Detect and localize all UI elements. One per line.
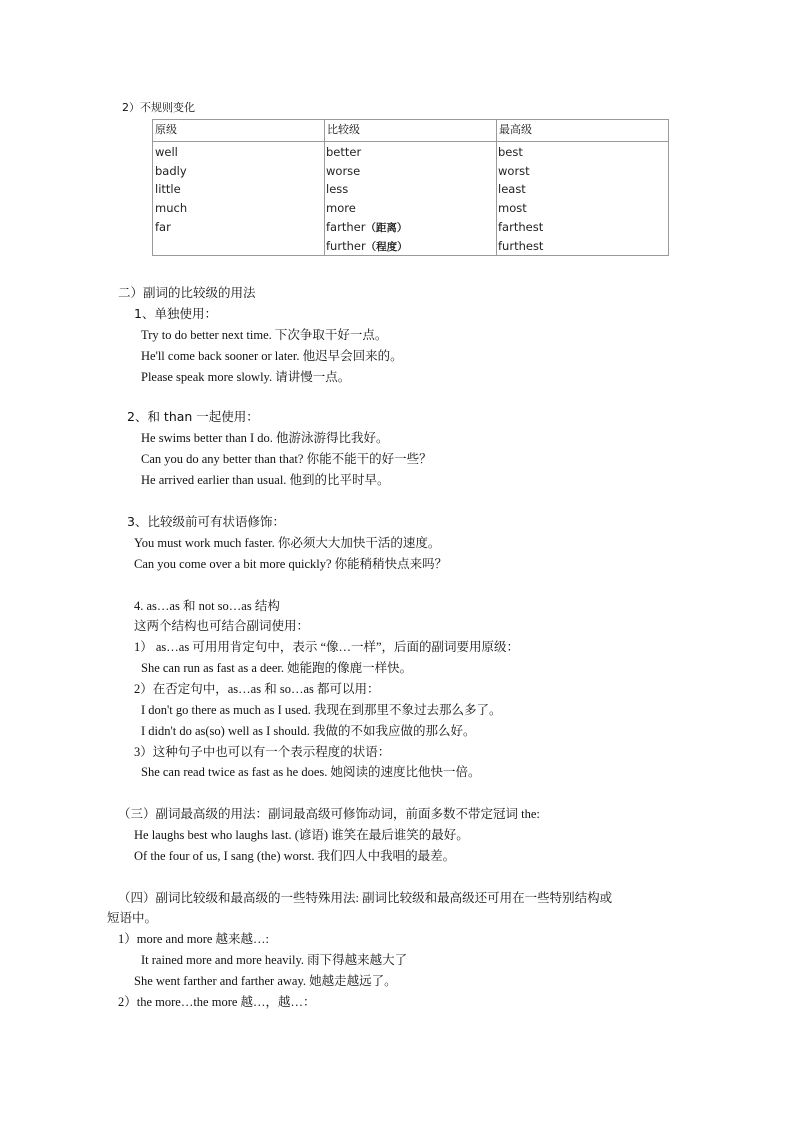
header-positive: 原级	[155, 123, 177, 136]
superlative-cell: least	[498, 182, 526, 197]
example-sentence: She can read twice as fast as he does. 她阅读的速度比他快一倍。	[141, 765, 481, 779]
comparative-cell: less	[326, 182, 349, 197]
example-sentence: He laughs best who laughs last. (谚语) 谁笑在最后谁笑的最好。	[134, 828, 469, 842]
example-sentence: Of the four of us, I sang (the) worst. 我们四人中我唱的最差。	[134, 849, 456, 863]
section-heading: （三）副词最高级的用法：副词最高级可修饰动词，前面多数不带定冠词 the:	[118, 807, 540, 821]
header-superlative: 最高级	[499, 123, 532, 136]
list-item: 1）more and more 越来越…:	[118, 932, 270, 946]
example-sentence: Try to do better next time. 下次争取干好一点。	[141, 328, 388, 342]
superlative-cell: worst	[498, 163, 530, 178]
list-item: 2）在否定句中，as…as 和 so…as 都可以用：	[134, 682, 380, 696]
example-sentence: I didn't do as(so) well as I should. 我做的不如我应做的那么好。	[141, 724, 476, 738]
example-sentence: She can run as fast as a deer. 她能跑的像鹿一样快。	[141, 661, 413, 675]
positive-cell: little	[155, 182, 181, 197]
example-sentence: He swims better than I do. 他游泳游得比我好。	[141, 431, 389, 445]
subsection-heading: 4. as…as 和 not so…as 结构	[134, 599, 280, 613]
superlative-cell: most	[498, 201, 527, 216]
positive-cell: badly	[155, 163, 187, 178]
example-sentence: Can you do any better than that? 你能不能干的好一些？	[141, 452, 432, 466]
subsection-heading: 3、比较级前可有状语修饰：	[127, 514, 285, 529]
comparative-cell: better	[326, 145, 362, 159]
comparative-word: further	[326, 238, 366, 253]
table-header-rule	[153, 141, 668, 142]
comparative-note: （距离）	[365, 221, 408, 234]
superlative-cell: best	[498, 145, 523, 159]
positive-cell: far	[155, 219, 171, 234]
table-column-divider	[324, 120, 325, 255]
irregular-forms-table	[152, 119, 669, 256]
positive-cell: well	[155, 145, 178, 159]
table-column-divider	[496, 120, 497, 255]
paragraph-text: 短语中。	[107, 910, 158, 925]
comparative-word: farther	[326, 219, 366, 234]
list-item: 1） as…as 可用用肯定句中，表示 “像…一样”，后面的副词要用原级：	[134, 640, 520, 654]
example-sentence: I don't go there as much as I used. 我现在到那里不象过去那么多了。	[141, 703, 502, 717]
comparative-cell: more	[326, 201, 356, 216]
section-heading: （四）副词比较级和最高级的一些特殊用法: 副词比较级和最高级还可用在一些特别结构或	[118, 891, 613, 905]
example-sentence: She went farther and farther away. 她越走越远了。	[134, 974, 397, 988]
example-sentence: He arrived earlier than usual. 他到的比平时早。	[141, 473, 390, 487]
comparative-note: （程度）	[365, 240, 408, 253]
example-sentence: You must work much faster. 你必须大大加快干活的速度。	[134, 536, 441, 550]
section-heading-irregular: 2）不规则变化	[122, 101, 195, 114]
paragraph-text: 这两个结构也可结合副词使用：	[134, 618, 310, 633]
example-sentence: Please speak more slowly. 请讲慢一点。	[141, 370, 351, 384]
example-sentence: Can you come over a bit more quickly? 你能稍稍快点来吗？	[134, 557, 448, 571]
list-item: 2）the more…the more 越…，越…：	[118, 995, 316, 1009]
section-heading: 二）副词的比较级的用法	[118, 285, 256, 300]
subsection-heading: 1、单独使用：	[134, 306, 217, 321]
positive-cell: much	[155, 201, 188, 216]
superlative-cell: furthest	[498, 238, 544, 253]
example-sentence: He'll come back sooner or later. 他迟早会回来的。	[141, 349, 403, 363]
comparative-cell	[326, 218, 407, 238]
comparative-cell: worse	[326, 163, 361, 178]
subsection-heading: 2、和 than 一起使用：	[127, 409, 259, 424]
superlative-cell: farthest	[498, 219, 544, 234]
comparative-cell	[326, 237, 408, 257]
example-sentence: It rained more and more heavily. 雨下得越来越大了	[141, 953, 408, 967]
header-comparative: 比较级	[327, 123, 360, 136]
list-item: 3）这种句子中也可以有一个表示程度的状语：	[134, 745, 391, 759]
